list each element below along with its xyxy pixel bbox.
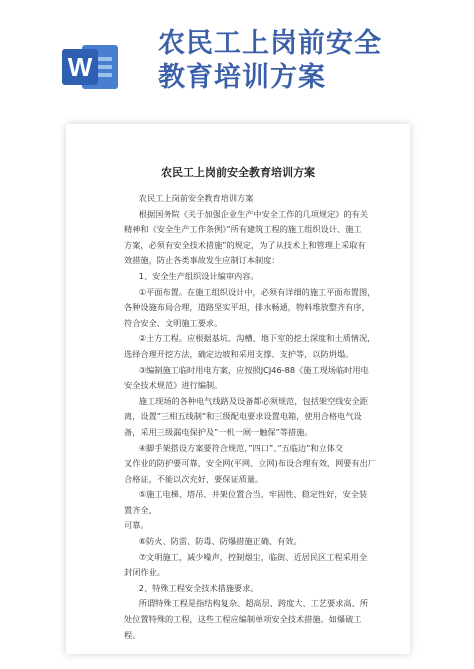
document-line: 叉作业的防护要可靠，安全网(平网、立网)布设合理有效，网要有出厂 — [124, 458, 377, 469]
document-line: 1、安全生产组织设计编审内容。 — [138, 270, 259, 281]
document-page — [66, 124, 410, 654]
document-line: 合格证，不能以次充好，要保证质量。 — [124, 473, 264, 484]
document-line: ④脚手架搭设方案要符合规范，”四口”、”五临边”和立体交 — [138, 442, 344, 453]
document-line: 处位置特殊的工程，这些工程应编制单项安全技术措施。如爆破工程、 — [124, 614, 362, 640]
document-line: 各种设施布局合理，道路坚实平坦，排水畅通，物料堆放整齐有序， — [124, 302, 370, 313]
document-line: 选择合理开挖方法，确定边坡和采用支撑、支护等，以防坍塌。 — [124, 348, 354, 359]
document-line: 封闭作业。 — [124, 567, 165, 578]
page-title-line-1: 农民工上岗前安全 — [158, 28, 382, 59]
banner — [0, 0, 474, 110]
document-line: 符合安全、文明施工要求。 — [124, 317, 223, 328]
document-body — [124, 191, 376, 643]
word-icon-letter: W — [62, 49, 98, 85]
document-line: ③编制施工临时用电方案，应按照JCJ46-88《施工现场临时用电 — [138, 364, 369, 375]
document-line: 安全技术规范》进行编制。 — [124, 380, 223, 391]
document-line: 备，采用三级漏电保护及”一机一闸一触保”等措施。 — [124, 426, 313, 437]
document-line: 施工现场的各种电气线路及设备都必须规范，包括架空线安全距 — [138, 395, 369, 406]
document-line: 可靠。 — [124, 520, 149, 531]
document-line: ⑦文明施工，减少噪声，控制烟尘，临街、近居民区工程采用全 — [138, 551, 368, 562]
document-title: 农民工上岗前安全教育培训方案 — [161, 166, 315, 179]
document-line: ⑤施工电梯、塔吊、井架位置合当，牢固性、稳定性好，安全装 — [138, 489, 368, 500]
document-line: 所谓特殊工程是指结构复杂、超高层、跨度大、工艺要求高、所 — [138, 598, 369, 609]
document-line: 方案，必须有安全技术措施”的规定，为了从技术上和管理上采取有 — [124, 239, 366, 250]
document-line: 置齐全， — [124, 504, 157, 515]
page-title-line-2: 教育培训方案 — [158, 62, 326, 93]
document-line: 离，设置”三相五线制”和三级配电要求设置电箱，使用合格电气设 — [124, 411, 362, 422]
document-line: 效措施，防止各类事故发生应制订本制度： — [124, 255, 280, 266]
document-line: 2、特殊工程安全技术措施要求。 — [138, 582, 259, 593]
page-title — [158, 27, 458, 95]
document-line: ②土方工程。应根据基坑、沟槽、地下室的挖土深度和土质情况， — [138, 333, 376, 344]
word-icon — [62, 39, 120, 95]
document-line: ①平面布置。在施工组织设计中，必须有详细的施工平面布置图， — [138, 286, 376, 297]
document-line: 农民工上岗前安全教育培训方案 — [138, 193, 254, 203]
document-line: 根据国务院《关于加强企业生产中安全工作的几项规定》的有关 — [138, 208, 369, 219]
document-line: ⑥防火、防雷、防毒、防爆措施正确、有效。 — [138, 536, 302, 547]
document-line: 精神和《安全生产工作条例》”所有建筑工程的施工组织设计、施工 — [124, 224, 362, 235]
